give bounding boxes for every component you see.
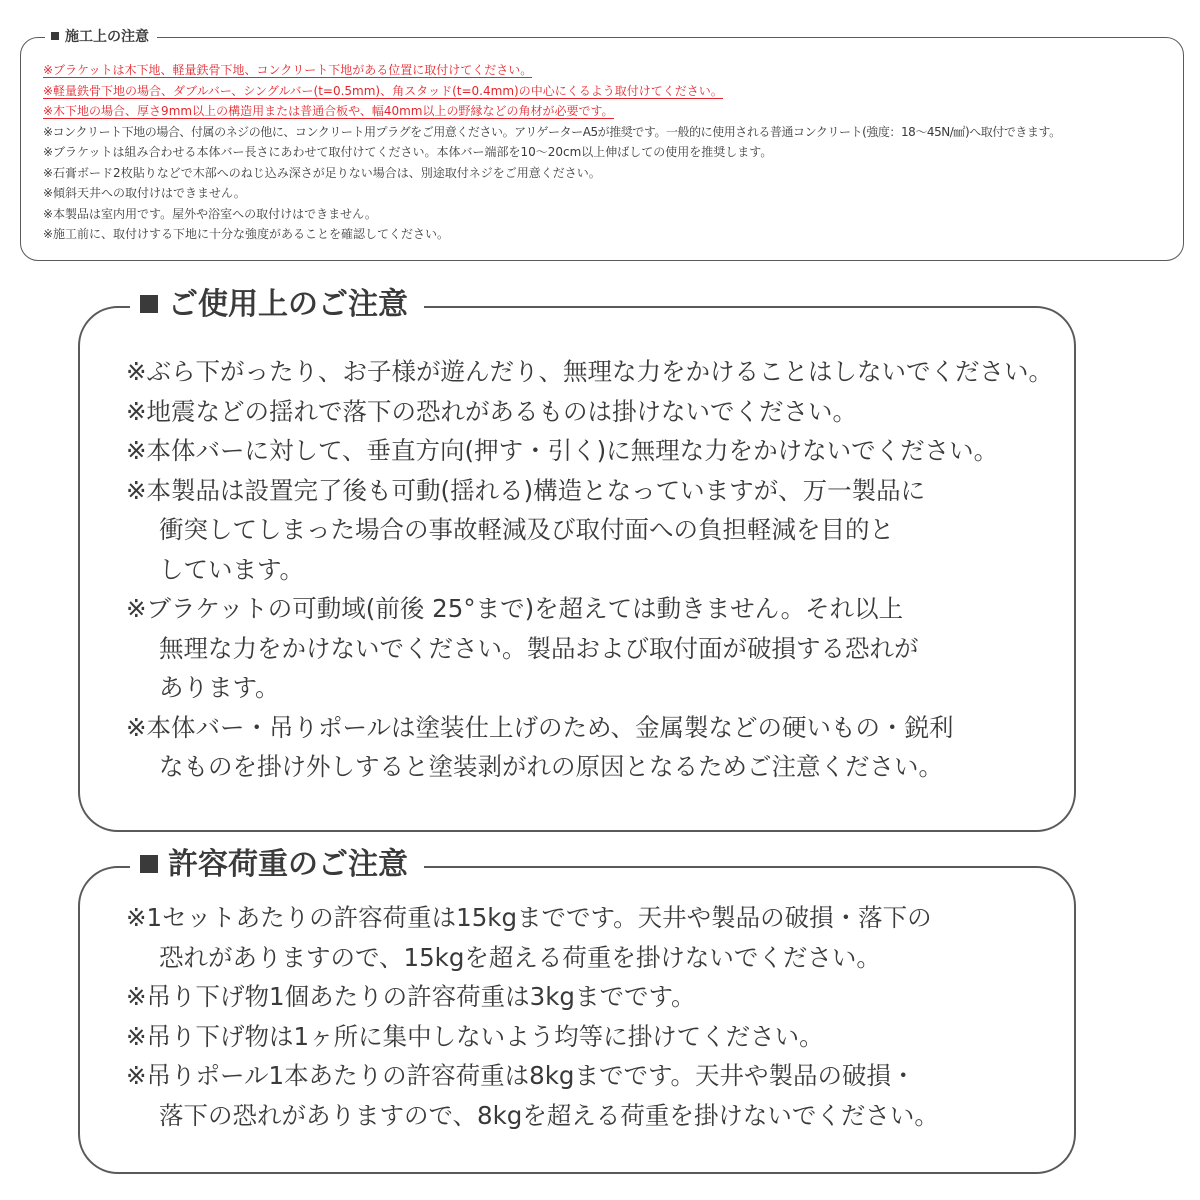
usage-note-line: ※本製品は設置完了後も可動(揺れる)構造となっていますが、万一製品に	[126, 475, 926, 505]
usage-note-line: ※ブラケットの可動域(前後 25°まで)を超えては動きません。それ以上	[126, 594, 904, 623]
usage-note-line: ※ぶら下がったり、お子様が遊んだり、無理な力をかけることはしないでください。	[126, 357, 1054, 386]
usage-note-line: ※地震などの揺れで落下の恐れがあるものは掛けないでください。	[126, 396, 858, 426]
square-bullet-icon	[140, 295, 158, 313]
install-note: ※施工前に、取付けする下地に十分な強度があることを確認してください。	[43, 227, 450, 241]
usage-note-line: ※本体バーに対して、垂直方向(押す・引く)に無理な力をかけないでください。	[126, 436, 999, 465]
install-notes-title: 施工上の注意	[65, 29, 149, 45]
load-note-line: ※吊り下げ物は1ヶ所に集中しないよう均等に掛けてください。	[126, 1021, 824, 1051]
usage-note-line: 衝突してしまった場合の事故軽減及び取付面への負担軽減を目的と	[159, 515, 894, 544]
load-note-line: 落下の恐れがありますので、8kgを超える荷重を掛けないでください。	[159, 1100, 939, 1130]
load-note-line: ※吊り下げ物1個あたりの許容荷重は3kgまでです。	[126, 982, 696, 1011]
install-red-note: ※木下地の場合、厚さ9mm以上の構造用または普通合板や、幅40mm以上の野縁などの角材が必要です。	[43, 104, 614, 118]
usage-notes-panel	[78, 287, 1076, 832]
load-notes-title: 許容荷重のご注意	[168, 847, 408, 882]
square-bullet-icon	[140, 855, 158, 873]
load-notes-list	[126, 898, 1054, 1135]
usage-note-line: あります。	[159, 673, 280, 702]
usage-notes-list	[126, 352, 1054, 787]
usage-note-line: なものを掛け外しすると塗装剥がれの原因となるためご注意ください。	[159, 752, 943, 781]
usage-notes-heading	[130, 284, 424, 326]
load-notes-panel	[78, 847, 1076, 1174]
usage-note-line: ※本体バー・吊りポールは塗装仕上げのため、金属製などの硬いもの・鋭利	[126, 712, 954, 742]
install-note: ※本製品は室内用です。屋外や浴室への取付けはできません。	[43, 206, 377, 221]
load-note-line: ※吊りポール1本あたりの許容荷重は8kgまでです。天井や製品の破損・	[126, 1061, 916, 1090]
usage-notes-title: ご使用上のご注意	[168, 287, 408, 322]
usage-note-line: しています。	[159, 554, 305, 584]
install-note: ※傾斜天井への取付けはできません。	[43, 186, 246, 200]
usage-note-line: 無理な力をかけないでください。製品および取付面が破損する恐れが	[159, 633, 919, 663]
square-bullet-icon	[51, 32, 59, 40]
load-note-line: 恐れがありますので、15kgを超える荷重を掛けないでください。	[159, 942, 881, 972]
install-note: ※ブラケットは組み合わせる本体バー長さにあわせて取付けてください。本体バー端部を10〜20cm以上伸ばしての使用を推奨します。	[43, 145, 773, 159]
install-notes-heading	[45, 28, 157, 46]
install-red-note: ※軽量鉄骨下地の場合、ダブルバー、シングルバー(t=0.5mm)、角スタッド(t=0.4mm)の中心にくるよう取付けてください。	[43, 83, 723, 98]
install-notes-panel	[20, 29, 1184, 261]
install-note: ※コンクリート下地の場合、付属のネジの他に、コンクリート用プラグをご用意ください。アリゲーターA5が推奨です。一般的に使用される普通コンクリート(強度：18〜45N/㎟)へ取付できます。	[43, 124, 1061, 139]
install-red-note: ※ブラケットは木下地、軽量鉄骨下地、コンクリート下地がある位置に取付けてください。	[43, 63, 533, 77]
load-note-line: ※1セットあたりの許容荷重は15kgまでです。天井や製品の破損・落下の	[126, 903, 932, 932]
load-notes-heading	[130, 844, 424, 886]
install-note: ※石膏ボード2枚貼りなどで木部へのねじ込み深さが足りない場合は、別途取付ネジをご用意ください。	[43, 165, 601, 180]
install-notes-list	[43, 60, 1177, 245]
